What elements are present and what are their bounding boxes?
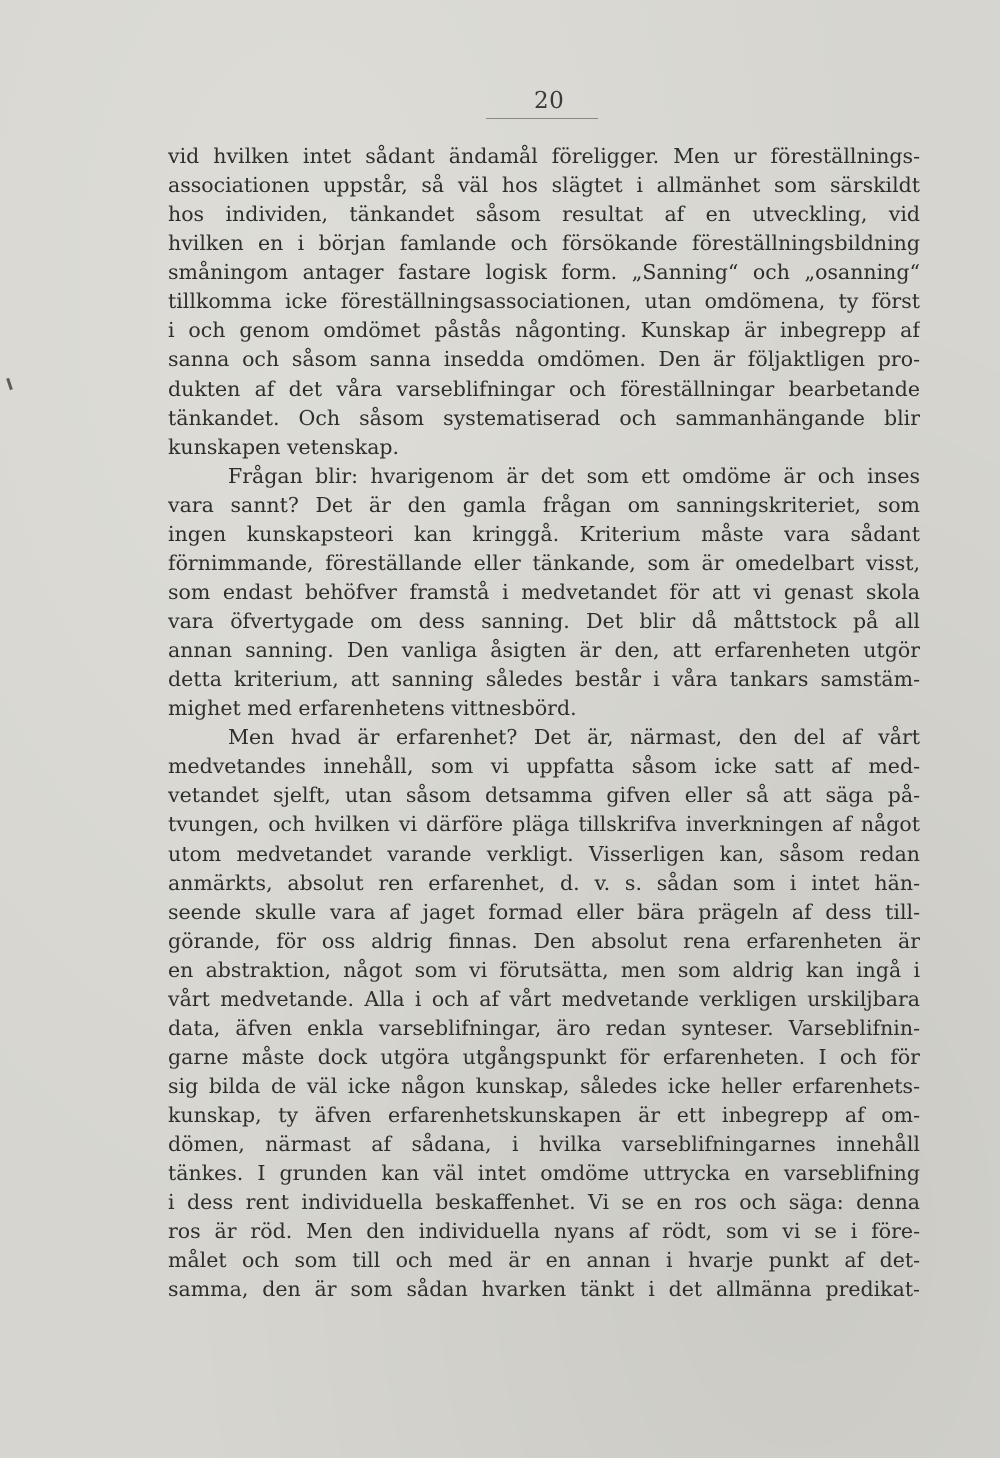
text-line: vara sannt? Det är den gamla frågan om sanningskriteriet, som xyxy=(168,492,920,517)
page-number: 20 xyxy=(534,88,565,114)
text-line: annan sanning. Den vanliga åsigten är den, att erfarenheten utgör xyxy=(168,638,920,663)
text-line: vårt medvetande. Alla i och af vårt medvetande verkligen urskiljbara xyxy=(168,986,920,1011)
text-line: vetandet sjelft, utan såsom detsamma gifven eller så att säga på- xyxy=(168,783,920,808)
text-line: utom medvetandet varande verkligt. Visserligen kan, såsom redan xyxy=(168,841,920,866)
text-line: anmärkts, absolut ren erfarenhet, d. v. s. sådan som i intet hän- xyxy=(168,870,920,895)
text-line: tillkomma icke föreställningsassociationen, utan omdömena, ty först xyxy=(168,289,920,314)
text-line: tvungen, och hvilken vi därföre pläga tillskrifva inverkningen af något xyxy=(168,812,920,837)
header-rule xyxy=(486,118,598,119)
text-line: ros är röd. Men den individuella nyans af rödt, som vi se i före- xyxy=(168,1219,920,1244)
body-text xyxy=(168,142,920,1305)
text-line: småningom antager fastare logisk form. „Sanning“ och „osanning“ xyxy=(168,260,920,285)
text-line: förnimmande, föreställande eller tänkande, som är omedelbart visst, xyxy=(168,550,920,575)
text-line: Frågan blir: hvarigenom är det som ett omdöme är och inses xyxy=(228,463,920,488)
text-line: garne måste dock utgöra utgångspunkt för erfarenheten. I och för xyxy=(168,1044,920,1069)
text-line: vid hvilken intet sådant ändamål föreligger. Men ur föreställnings- xyxy=(168,144,920,168)
text-line: en abstraktion, något som vi förutsätta, men som aldrig kan ingå i xyxy=(168,957,920,982)
text-line: detta kriterium, att sanning således består i våra tankars samstäm- xyxy=(168,667,920,692)
text-line: mighet med erfarenhetens vittnesbörd. xyxy=(168,696,577,721)
text-line: sanna och såsom sanna insedda omdömen. Den är följaktligen pro- xyxy=(168,347,920,372)
text-line: målet och som till och med är en annan i hvarje punkt af det- xyxy=(168,1248,920,1273)
text-line: seende skulle vara af jaget formad eller bära prägeln af dess till- xyxy=(168,899,920,924)
margin-mark xyxy=(6,378,13,390)
text-line: tänkandet. Och såsom systematiserad och sammanhängande blir xyxy=(168,405,920,430)
text-line: ingen kunskapsteori kan kringgå. Kriterium måste vara sådant xyxy=(168,521,920,546)
text-line: Men hvad är erfarenhet? Det är, närmast, den del af vårt xyxy=(228,725,920,750)
text-line: hos individen, tänkandet såsom resultat af en utveckling, vid xyxy=(168,202,920,227)
text-line: dukten af det våra varseblifningar och föreställningar bearbetande xyxy=(168,376,920,401)
text-line: kunskap, ty äfven erfarenhetskunskapen är ett inbegrepp af om- xyxy=(168,1103,920,1128)
text-line: görande, för oss aldrig finnas. Den absolut rena erfarenheten är xyxy=(168,928,920,953)
text-line: samma, den är som sådan hvarken tänkt i det allmänna predikat- xyxy=(168,1277,920,1302)
text-line: dömen, närmast af sådana, i hvilka varseblifningarnes innehåll xyxy=(168,1132,920,1157)
text-line: sig bilda de väl icke någon kunskap, således icke heller erfarenhets- xyxy=(168,1074,920,1098)
text-line: i och genom omdömet påstås någonting. Kunskap är inbegrepp af xyxy=(168,318,920,343)
text-line: associationen uppstår, så väl hos slägtet i allmänhet som särskildt xyxy=(168,173,920,198)
text-line: hvilken en i början famlande och försökande föreställningsbildning xyxy=(168,231,920,256)
text-line: vara öfvertygade om dess sanning. Det blir då måttstock på all xyxy=(168,609,920,633)
text-line: medvetandes innehåll, som vi uppfatta såsom icke satt af med- xyxy=(168,754,920,779)
text-line: kunskapen vetenskap. xyxy=(168,434,400,459)
text-line: i dess rent individuella beskaffenhet. Vi se en ros och säga: denna xyxy=(168,1190,920,1215)
text-line: som endast behöfver framstå i medvetandet för att vi genast skola xyxy=(168,579,920,604)
text-line: tänkes. I grunden kan väl intet omdöme uttrycka en varseblifning xyxy=(168,1161,920,1186)
text-line: data, äfven enkla varseblifningar, äro redan synteser. Varseblifnin- xyxy=(168,1015,920,1040)
